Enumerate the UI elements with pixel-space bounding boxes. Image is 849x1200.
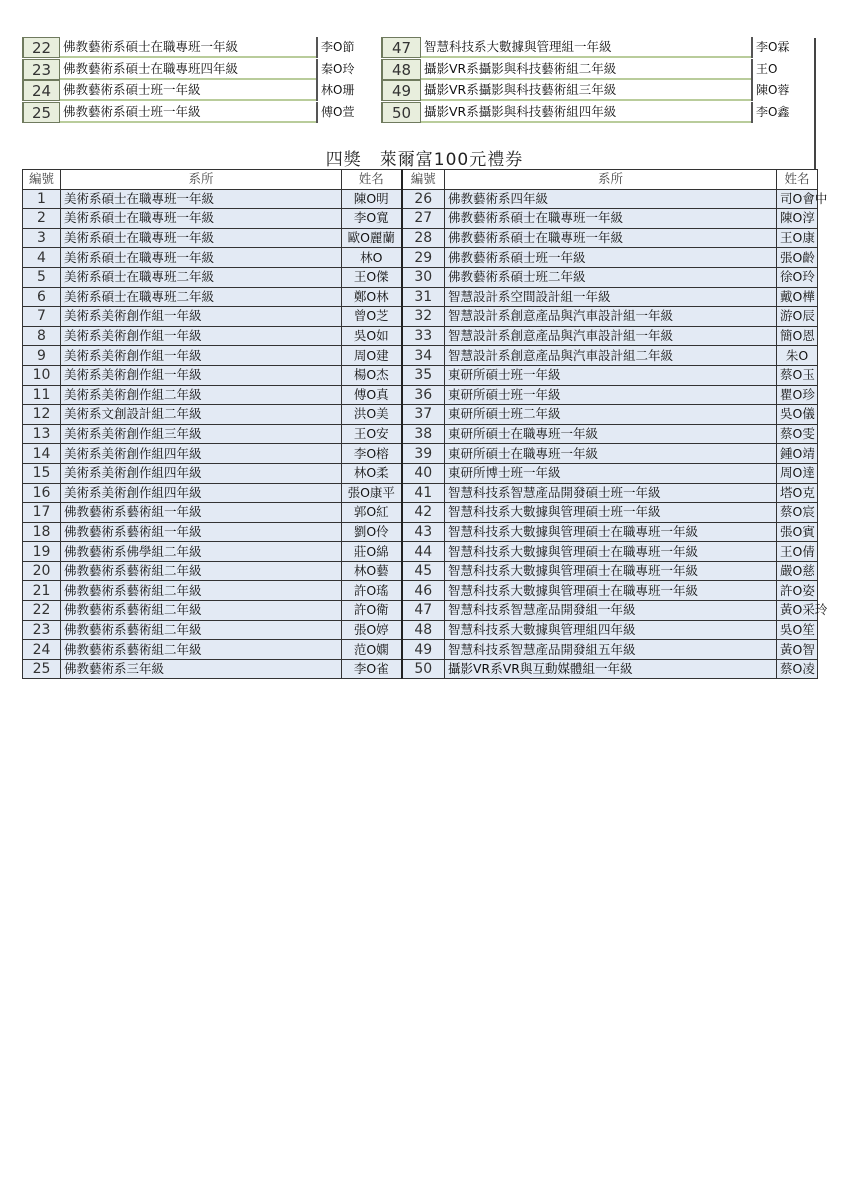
row-no-left: 11 [23, 385, 61, 405]
row-dept-left: 美術系碩士在職專班一年級 [61, 209, 342, 229]
row-no-right: 43 [402, 522, 445, 542]
row-dept-right: 智慧科技系智慧產品開發組五年級 [445, 640, 777, 660]
top-left-no: 25 [22, 102, 60, 123]
row-no-right: 35 [402, 365, 445, 385]
row-no-right: 44 [402, 542, 445, 562]
row-name-right: 吳O儀 [777, 405, 818, 425]
table-row [23, 581, 818, 601]
row-no-right: 47 [402, 601, 445, 621]
row-name-right: 鍾O靖 [777, 444, 818, 464]
row-no-left: 10 [23, 365, 61, 385]
top-right-no: 47 [381, 37, 421, 58]
top-left-dept: 佛教藝術系碩士班一年級 [60, 80, 316, 101]
table-row [23, 385, 818, 405]
table-row [23, 307, 818, 327]
row-no-right: 32 [402, 307, 445, 327]
row-name-left: 李O榕 [342, 444, 402, 464]
table-row [23, 601, 818, 621]
row-name-right: 周O達 [777, 463, 818, 483]
row-dept-right: 佛教藝術系碩士班一年級 [445, 248, 777, 268]
top-table-row [0, 59, 849, 80]
row-dept-right: 攝影VR系VR與互動媒體組一年級 [445, 659, 777, 679]
row-dept-right: 智慧科技系大數據與管理碩士在職專班一年級 [445, 581, 777, 601]
row-dept-left: 美術系文創設計組二年級 [61, 405, 342, 425]
top-left-name: 林O珊 [316, 80, 378, 101]
row-dept-left: 美術系美術創作組三年級 [61, 424, 342, 444]
row-name-left: 許O衛 [342, 601, 402, 621]
row-dept-left: 佛教藝術系三年級 [61, 659, 342, 679]
row-name-right: 蔡O雯 [777, 424, 818, 444]
row-dept-left: 美術系碩士在職專班一年級 [61, 248, 342, 268]
row-name-right: 蔡O玉 [777, 365, 818, 385]
row-dept-left: 佛教藝術系藝術組二年級 [61, 581, 342, 601]
row-name-right: 司O會中 [777, 189, 818, 209]
row-no-right: 26 [402, 189, 445, 209]
top-right-dept: 攝影VR系攝影與科技藝術組四年級 [421, 102, 751, 123]
row-name-right: 許O姿 [777, 581, 818, 601]
row-no-left: 1 [23, 189, 61, 209]
top-table-row [0, 37, 849, 58]
row-no-left: 21 [23, 581, 61, 601]
row-dept-right: 東研所碩士班一年級 [445, 385, 777, 405]
row-no-left: 14 [23, 444, 61, 464]
row-name-left: 郭O紅 [342, 503, 402, 523]
row-dept-right: 東研所碩士在職專班一年級 [445, 424, 777, 444]
row-name-right: 游O辰 [777, 307, 818, 327]
row-name-left: 楊O杰 [342, 365, 402, 385]
row-no-right: 27 [402, 209, 445, 229]
row-name-right: 吳O笙 [777, 620, 818, 640]
row-name-left: 洪O美 [342, 405, 402, 425]
top-left-no: 23 [22, 59, 60, 80]
row-name-left: 林O柔 [342, 463, 402, 483]
row-name-left: 林O [342, 248, 402, 268]
row-dept-left: 美術系美術創作組二年級 [61, 385, 342, 405]
row-no-left: 20 [23, 561, 61, 581]
row-no-left: 4 [23, 248, 61, 268]
row-dept-left: 美術系美術創作組四年級 [61, 444, 342, 464]
row-no-left: 9 [23, 346, 61, 366]
row-dept-right: 智慧科技系大數據與管理碩士在職專班一年級 [445, 542, 777, 562]
table-row [23, 522, 818, 542]
row-no-right: 30 [402, 267, 445, 287]
row-name-left: 許O瑤 [342, 581, 402, 601]
row-no-right: 38 [402, 424, 445, 444]
row-name-left: 張O康平 [342, 483, 402, 503]
row-dept-left: 美術系美術創作組一年級 [61, 326, 342, 346]
row-dept-right: 智慧設計系創意產品與汽車設計組一年級 [445, 326, 777, 346]
row-dept-left: 佛教藝術系藝術組一年級 [61, 503, 342, 523]
row-dept-left: 美術系碩士在職專班一年級 [61, 228, 342, 248]
row-no-right: 39 [402, 444, 445, 464]
row-no-left: 24 [23, 640, 61, 660]
row-no-right: 42 [402, 503, 445, 523]
row-no-right: 36 [402, 385, 445, 405]
row-name-left: 劉O伶 [342, 522, 402, 542]
row-dept-right: 佛教藝術系碩士班二年級 [445, 267, 777, 287]
top-left-no: 22 [22, 37, 60, 58]
table-row [23, 503, 818, 523]
row-no-right: 34 [402, 346, 445, 366]
row-dept-right: 智慧科技系智慧產品開發組一年級 [445, 601, 777, 621]
row-dept-right: 東研所博士班一年級 [445, 463, 777, 483]
row-name-left: 傅O真 [342, 385, 402, 405]
table-row [23, 444, 818, 464]
row-no-left: 6 [23, 287, 61, 307]
row-dept-right: 智慧科技系智慧產品開發碩士班一年級 [445, 483, 777, 503]
row-dept-left: 美術系碩士在職專班二年級 [61, 287, 342, 307]
row-no-left: 5 [23, 267, 61, 287]
row-name-left: 王O安 [342, 424, 402, 444]
top-table-row [0, 102, 849, 123]
row-dept-left: 佛教藝術系藝術組二年級 [61, 620, 342, 640]
row-no-left: 12 [23, 405, 61, 425]
row-dept-right: 佛教藝術系碩士在職專班一年級 [445, 209, 777, 229]
row-name-right: 黃O采玲 [777, 601, 818, 621]
row-name-left: 周O建 [342, 346, 402, 366]
top-right-dept: 攝影VR系攝影與科技藝術組二年級 [421, 59, 751, 80]
row-name-right: 張O齡 [777, 248, 818, 268]
row-no-left: 18 [23, 522, 61, 542]
top-left-name: 李O節 [316, 37, 378, 58]
row-no-right: 33 [402, 326, 445, 346]
row-no-right: 50 [402, 659, 445, 679]
row-name-left: 張O婷 [342, 620, 402, 640]
table-row [23, 620, 818, 640]
header-dept-right: 系所 [445, 170, 777, 190]
row-name-left: 林O藝 [342, 561, 402, 581]
row-name-left: 李O雀 [342, 659, 402, 679]
row-no-left: 17 [23, 503, 61, 523]
top-left-no: 24 [22, 80, 60, 101]
top-left-name: 秦O玲 [316, 59, 378, 80]
row-dept-right: 東研所碩士在職專班一年級 [445, 444, 777, 464]
row-name-left: 曾O芝 [342, 307, 402, 327]
row-dept-right: 佛教藝術系碩士在職專班一年級 [445, 228, 777, 248]
table-row [23, 483, 818, 503]
row-no-right: 41 [402, 483, 445, 503]
row-dept-left: 美術系美術創作組四年級 [61, 463, 342, 483]
top-right-no: 50 [381, 102, 421, 123]
table-row [23, 326, 818, 346]
table-row [23, 542, 818, 562]
table-row [23, 640, 818, 660]
row-dept-right: 東研所碩士班二年級 [445, 405, 777, 425]
table-row [23, 561, 818, 581]
row-no-left: 16 [23, 483, 61, 503]
row-dept-left: 美術系美術創作組一年級 [61, 307, 342, 327]
row-name-left: 鄭O林 [342, 287, 402, 307]
row-dept-right: 智慧科技系大數據與管理碩士在職專班一年級 [445, 522, 777, 542]
row-dept-left: 佛教藝術系藝術組一年級 [61, 522, 342, 542]
row-name-right: 塔O克 [777, 483, 818, 503]
table-row [23, 287, 818, 307]
row-name-left: 李O寬 [342, 209, 402, 229]
table-row [23, 405, 818, 425]
row-no-right: 28 [402, 228, 445, 248]
top-right-name: 陳O蓉 [751, 80, 813, 101]
top-right-dept: 智慧科技系大數據與管理組一年級 [421, 37, 751, 58]
row-name-right: 黃O智 [777, 640, 818, 660]
row-dept-right: 智慧科技系大數據與管理碩士在職專班一年級 [445, 561, 777, 581]
table-row [23, 228, 818, 248]
row-name-right: 嚴O慈 [777, 561, 818, 581]
table-row [23, 267, 818, 287]
row-no-left: 23 [23, 620, 61, 640]
table-row [23, 189, 818, 209]
header-no-right: 編號 [402, 170, 445, 190]
table-row [23, 346, 818, 366]
top-right-dept: 攝影VR系攝影與科技藝術組三年級 [421, 80, 751, 101]
row-no-left: 3 [23, 228, 61, 248]
table-header-row [23, 170, 818, 190]
row-no-left: 2 [23, 209, 61, 229]
row-dept-right: 智慧科技系大數據與管理碩士班一年級 [445, 503, 777, 523]
row-no-right: 29 [402, 248, 445, 268]
row-name-right: 張O賓 [777, 522, 818, 542]
row-name-right: 蔡O宸 [777, 503, 818, 523]
top-left-name: 傅O萱 [316, 102, 378, 123]
row-no-left: 19 [23, 542, 61, 562]
row-dept-right: 智慧設計系創意產品與汽車設計組一年級 [445, 307, 777, 327]
row-dept-right: 智慧設計系空間設計組一年級 [445, 287, 777, 307]
header-name-left: 姓名 [342, 170, 402, 190]
top-left-dept: 佛教藝術系碩士在職專班四年級 [60, 59, 316, 80]
row-name-left: 歐O麗蘭 [342, 228, 402, 248]
row-dept-left: 佛教藝術系藝術組二年級 [61, 601, 342, 621]
row-name-right: 蔡O凌 [777, 659, 818, 679]
row-no-left: 7 [23, 307, 61, 327]
row-no-left: 25 [23, 659, 61, 679]
table-row [23, 209, 818, 229]
header-name-right: 姓名 [777, 170, 818, 190]
row-no-right: 45 [402, 561, 445, 581]
row-name-left: 范O嫻 [342, 640, 402, 660]
row-name-right: 戴O樺 [777, 287, 818, 307]
row-name-right: 朱O [777, 346, 818, 366]
table-row [23, 659, 818, 679]
row-dept-left: 佛教藝術系佛學組二年級 [61, 542, 342, 562]
row-name-right: 王O倩 [777, 542, 818, 562]
row-name-right: 徐O玲 [777, 267, 818, 287]
top-right-name: 李O鑫 [751, 102, 813, 123]
row-name-right: 陳O淳 [777, 209, 818, 229]
row-dept-left: 美術系碩士在職專班二年級 [61, 267, 342, 287]
row-no-right: 46 [402, 581, 445, 601]
section-title: 四獎 萊爾富100元禮券 [325, 150, 524, 170]
row-name-right: 王O康 [777, 228, 818, 248]
row-name-left: 莊O綿 [342, 542, 402, 562]
row-dept-left: 美術系碩士在職專班一年級 [61, 189, 342, 209]
row-name-right: 簡O恩 [777, 326, 818, 346]
row-no-left: 15 [23, 463, 61, 483]
row-dept-left: 美術系美術創作組一年級 [61, 346, 342, 366]
top-right-name: 王O [751, 59, 813, 80]
table-row [23, 365, 818, 385]
top-right-name: 李O霖 [751, 37, 813, 58]
table-row [23, 463, 818, 483]
row-dept-left: 美術系美術創作組一年級 [61, 365, 342, 385]
table-row [23, 424, 818, 444]
row-dept-left: 佛教藝術系藝術組二年級 [61, 640, 342, 660]
row-dept-right: 智慧科技系大數據與管理組四年級 [445, 620, 777, 640]
row-name-right: 瞿O珍 [777, 385, 818, 405]
row-dept-left: 佛教藝術系藝術組二年級 [61, 561, 342, 581]
row-no-left: 13 [23, 424, 61, 444]
row-no-right: 49 [402, 640, 445, 660]
row-dept-right: 佛教藝術系四年級 [445, 189, 777, 209]
top-left-dept: 佛教藝術系碩士班一年級 [60, 102, 316, 123]
row-name-left: 王O傑 [342, 267, 402, 287]
row-no-left: 22 [23, 601, 61, 621]
row-no-right: 37 [402, 405, 445, 425]
top-table-row [0, 80, 849, 101]
row-dept-left: 美術系美術創作組四年級 [61, 483, 342, 503]
row-no-left: 8 [23, 326, 61, 346]
row-dept-right: 東研所碩士班一年級 [445, 365, 777, 385]
row-dept-right: 智慧設計系創意產品與汽車設計組二年級 [445, 346, 777, 366]
row-no-right: 31 [402, 287, 445, 307]
row-no-right: 40 [402, 463, 445, 483]
header-no-left: 編號 [23, 170, 61, 190]
row-name-left: 陳O明 [342, 189, 402, 209]
row-name-left: 吳O如 [342, 326, 402, 346]
table-row [23, 248, 818, 268]
row-no-right: 48 [402, 620, 445, 640]
header-dept-left: 系所 [61, 170, 342, 190]
top-right-no: 49 [381, 80, 421, 101]
fourth-prize-table [22, 169, 828, 679]
top-left-dept: 佛教藝術系碩士在職專班一年級 [60, 37, 316, 58]
top-right-no: 48 [381, 59, 421, 80]
